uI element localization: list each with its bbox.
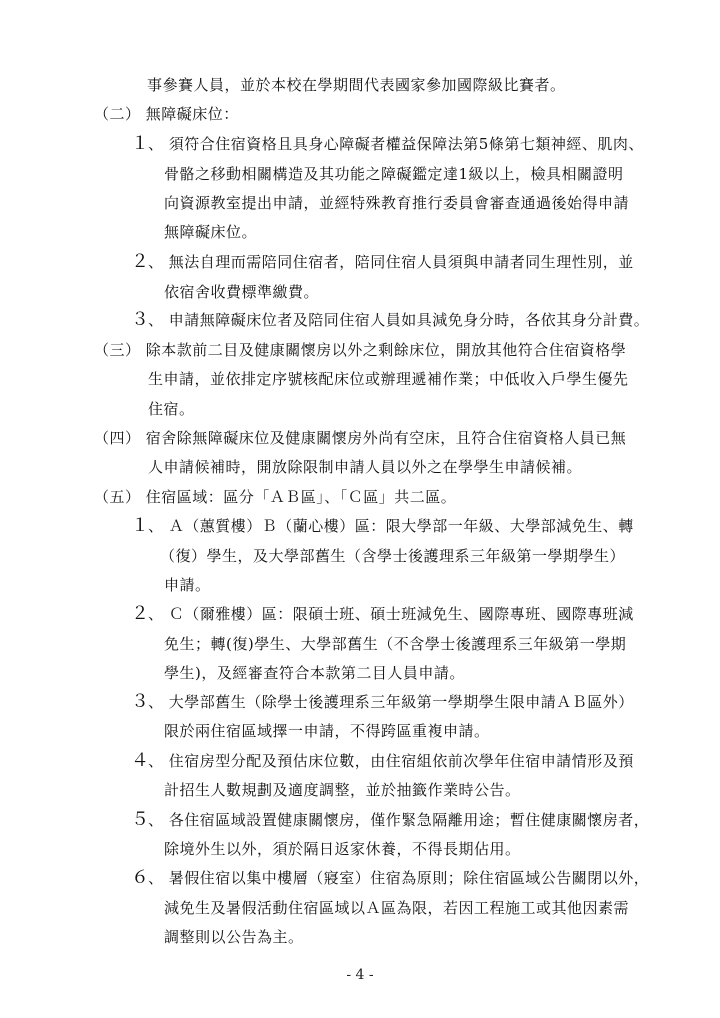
text-line: 生申請，並依排定序號核配床位或辦理遞補作業；中低收入戶學生優先 <box>148 370 629 388</box>
text-line: （復）學生，及大學部舊生（含學士後護理系三年級第一學期學生） <box>160 547 626 565</box>
text-line: 住宿。 <box>148 400 195 418</box>
item-number: ２ <box>131 251 149 272</box>
item-number: ２ <box>131 603 149 624</box>
item-number: ４ <box>131 750 149 771</box>
text-line: 、 各住宿區域設置健康關懷房，僅作緊急隔離用途；暫住健康關懷房者， <box>148 811 650 829</box>
section-heading: （四） 宿舍除無障礙床位及健康關懷房外尚有空床，且符合住宿資格人員已無 <box>94 429 627 447</box>
text-line: 免生；轉(復)學生、大學部舊生（不含學士後護理系三年級第一學期 <box>164 635 627 653</box>
text-line: 無障礙床位。 <box>164 223 258 241</box>
text-line: 、 住宿房型分配及預估床位數，由住宿組依前次學年住宿申請情形及預 <box>148 752 634 770</box>
text-line: 依宿舍收費標準繳費。 <box>164 283 320 301</box>
text-line: 、 申請無障礙床位者及陪同住宿人員如具減免身分時，各依其身分計費。 <box>148 311 650 329</box>
text-line: 向資源教室提出申請，並經特殊教育推行委員會審查通過後始得申請 <box>164 194 630 212</box>
text-line: 、 Ｃ（爾雅樓）區：限碩士班、碩士班減免生、國際專班、國際專班減 <box>148 605 634 623</box>
text-line: 學生)，及經審查符合本款第二目人員申請。 <box>164 664 465 682</box>
text-line: 計招生人數規劃及適度調整，並於抽籤作業時公告。 <box>164 781 521 799</box>
text-line: 、 大學部舊生（除學士後護理系三年級第一學期學生限申請ＡＢ區外） <box>148 693 634 711</box>
item-number: １ <box>131 515 149 536</box>
text-line: 、 Ａ（蕙質樓）Ｂ（蘭心樓）區：限大學部一年級、大學部減免生、轉 <box>148 517 634 535</box>
item-number: ３ <box>131 309 149 330</box>
text-line: 調整則以公告為主。 <box>164 928 304 946</box>
page-number: - 4 - <box>346 967 374 983</box>
text-line: 人申請候補時，開放除限制申請人員以外之在學學生申請候補。 <box>148 458 583 476</box>
item-number: １ <box>131 133 149 154</box>
text-line: 減免生及暑假活動住宿區域以Ａ區為限，若因工程施工或其他因素需 <box>164 899 630 917</box>
item-number: ３ <box>131 691 149 712</box>
text-line: 事參賽人員，並於本校在學期間代表國家參加國際級比賽者。 <box>147 76 566 94</box>
text-line: 除境外生以外，須於隔日返家休養，不得長期佔用。 <box>164 840 521 858</box>
item-number: ５ <box>131 809 149 830</box>
section-heading: （二） 無障礙床位： <box>94 105 239 123</box>
text-line: 、 須符合住宿資格且具身心障礙者權益保障法第5條第七類神經、肌肉、 <box>148 135 644 153</box>
text-line: 骨骼之移動相關構造及其功能之障礙鑑定達1級以上，檢具相關證明 <box>164 165 624 183</box>
text-line: 、 暑假住宿以集中樓層（寢室）住宿為原則；除住宿區域公告關閉以外， <box>148 869 650 887</box>
text-line: 限於兩住宿區域擇一申請，不得跨區重複申請。 <box>164 722 490 740</box>
item-number: ６ <box>131 867 149 888</box>
section-heading: （三） 除本款前二目及健康關懷房以外之剩餘床位，開放其他符合住宿資格學 <box>94 341 627 359</box>
text-line: 申請。 <box>164 576 211 594</box>
text-line: 、 無法自理而需陪同住宿者，陪同住宿人員須與申請者同生理性別，並 <box>148 253 634 271</box>
section-heading: （五） 住宿區域：區分「ＡＢ區」、「Ｃ區」共二區。 <box>94 488 457 506</box>
